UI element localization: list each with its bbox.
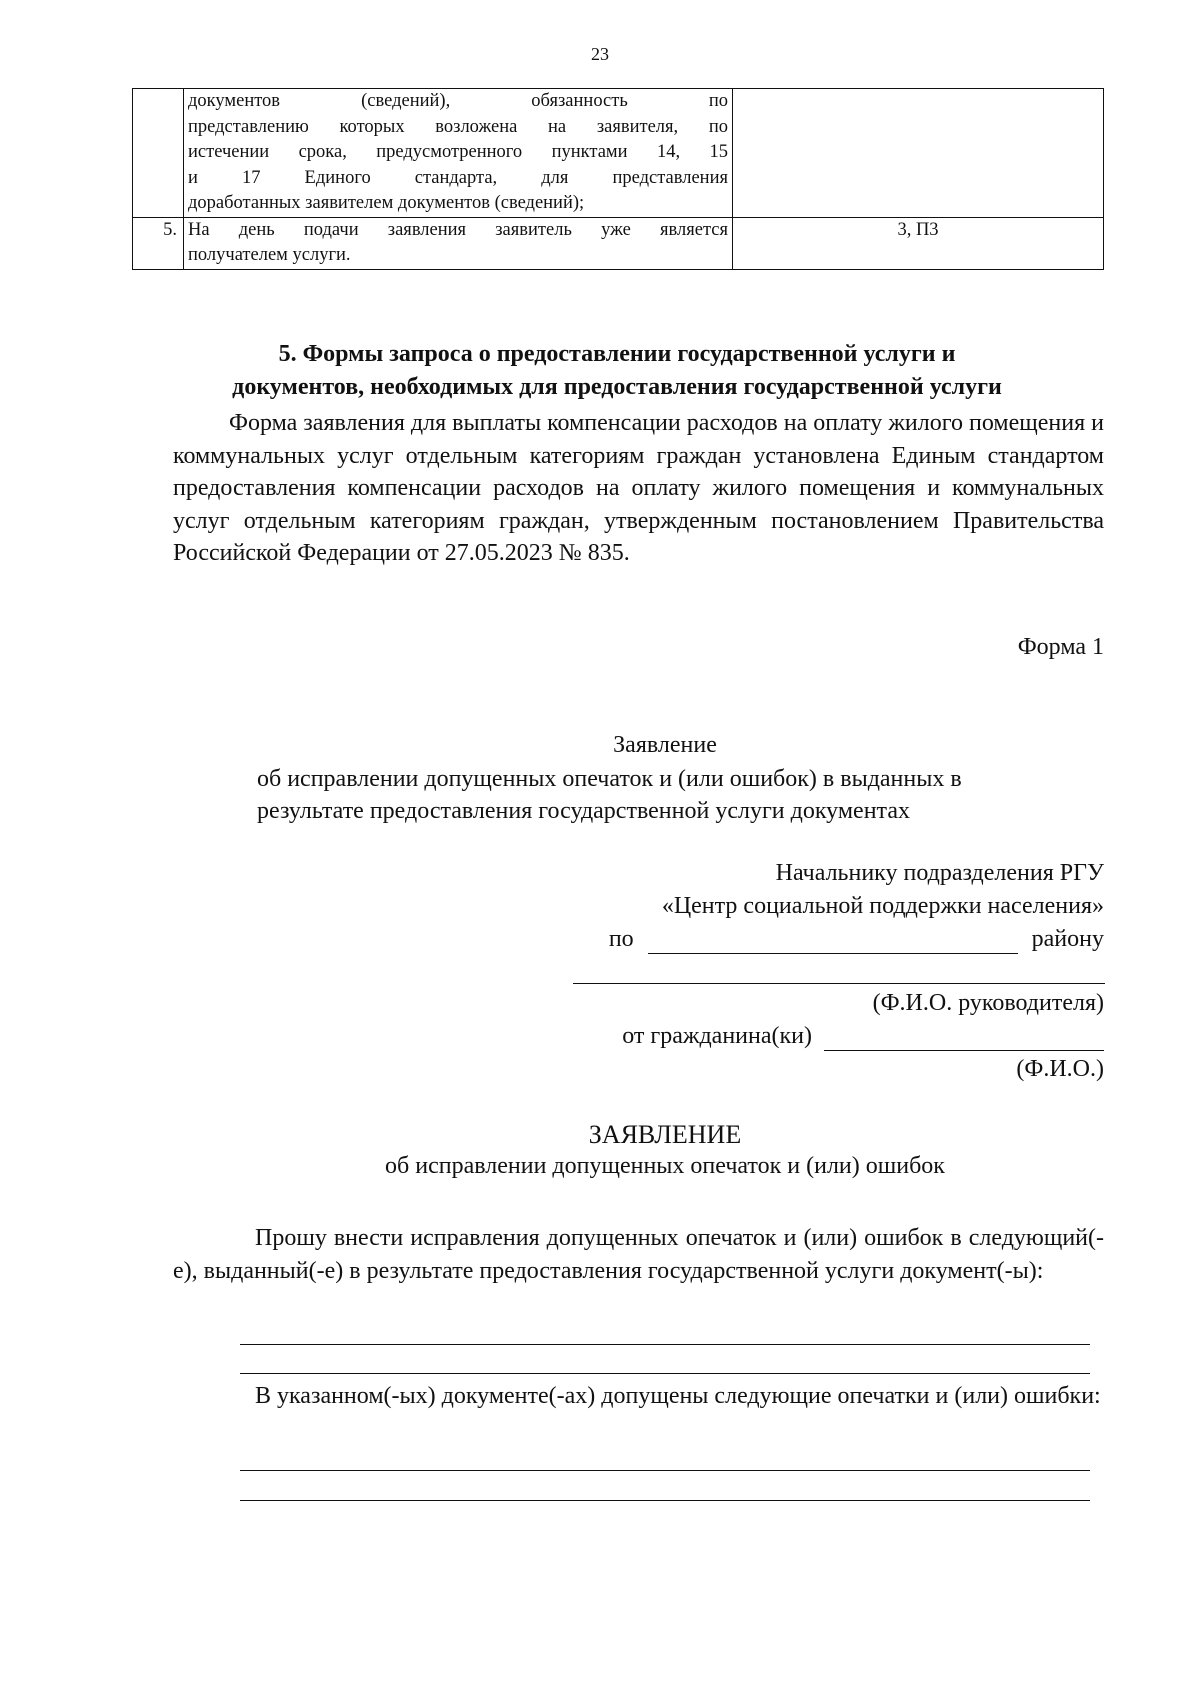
statement-subtitle: об исправлении допущенных опечаток и (или) ошибок [385, 1153, 945, 1179]
row-text-line: представлению которых возложена на заявителя, по [188, 116, 728, 137]
addressee-line: Начальнику подразделения РГУ [775, 860, 1104, 886]
row-code: 3, П3 [733, 217, 1104, 269]
head-caption: (Ф.И.О. руководителя) [872, 990, 1104, 1016]
from-citizen [622, 1023, 1104, 1051]
row-text-line: получателем услуги. [188, 245, 351, 265]
section-heading [130, 338, 1104, 404]
criteria-table [132, 88, 1104, 270]
form-subtitle-line: об исправлении допущенных опечаток и (или ошибок) в выданных в [257, 766, 962, 792]
citizen-name-input-line[interactable] [824, 1023, 1104, 1051]
row-text-line: На день подачи заявления заявитель уже является [188, 219, 728, 240]
rayon-label: району [1031, 926, 1104, 952]
row-text-line: истечении срока, предусмотренного пунктами 14, 15 [188, 142, 728, 162]
table-row [133, 217, 1104, 269]
from-label: от гражданина(ки) [622, 1023, 812, 1049]
addressee-line: «Центр социальной поддержки населения» [661, 893, 1104, 919]
form-label: Форма 1 [1017, 634, 1104, 660]
request-input-line[interactable] [240, 1373, 1090, 1374]
row-text [184, 217, 733, 269]
request-input-line[interactable] [240, 1344, 1090, 1345]
page-number: 23 [591, 44, 609, 64]
form-subtitle [257, 763, 1097, 827]
row-number [133, 89, 184, 218]
head-name-input-line[interactable] [573, 983, 1105, 984]
errors-input-line[interactable] [240, 1470, 1090, 1471]
errors-input-line[interactable] [240, 1500, 1090, 1501]
section-heading-line: 5. Формы запроса о предоставлении государственной услуги и [278, 341, 956, 367]
row-number: 5. [133, 217, 184, 269]
form-title: Заявление [613, 732, 717, 758]
table-row [133, 89, 1104, 218]
form-subtitle-line: результате предоставления государственной услуги документах [257, 798, 910, 824]
row-text-line: документов (сведений), обязанность по [188, 91, 728, 111]
errors-paragraph: В указанном(-ых) документе(-ах) допущены следующие опечатки и (или) ошибки: [255, 1383, 1101, 1409]
statement-title: ЗАЯВЛЕНИЕ [588, 1120, 742, 1149]
row-code [733, 89, 1104, 218]
addressee-district [609, 926, 1104, 954]
district-input-line[interactable] [648, 926, 1018, 954]
request-paragraph: Прошу внести исправления допущенных опечаток и (или) ошибок в следующий(-е), выданный(-е) в результате предоставления государственной услуги документ(-ы): [173, 1225, 1104, 1284]
section-heading-line: документов, необходимых для предоставления государственной услуги [232, 374, 1002, 400]
row-text-line: и 17 Единого стандарта, для представления [188, 167, 728, 188]
section-paragraph: Форма заявления для выплаты компенсации расходов на оплату жилого помещения и коммунальных услуг отдельным категориям граждан установлена Единым стандартом предоставления компенсации расходов на оплату жилого помещения и коммунальных услуг отдельным категориям граждан, утвержденным постановлением Правительства Российской Федерации от 27.05.2023 № 835. [173, 410, 1104, 566]
po-label: по [608, 926, 634, 952]
row-text-line: доработанных заявителем документов (сведений); [188, 193, 585, 213]
from-caption: (Ф.И.О.) [1016, 1056, 1104, 1082]
row-text [184, 89, 733, 218]
